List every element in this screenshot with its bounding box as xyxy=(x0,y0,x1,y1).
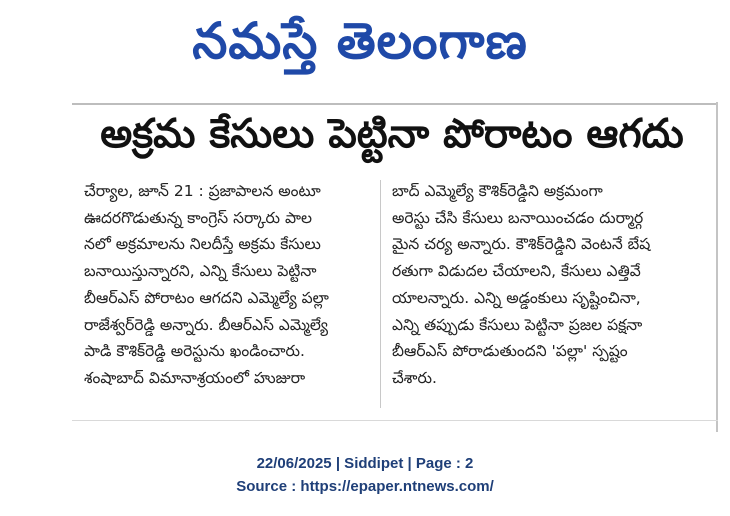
newspaper-masthead xyxy=(150,8,570,74)
source-link[interactable]: Source : https://epaper.ntnews.com/ xyxy=(236,478,494,495)
article-line: ఊదరగొడుతున్న కాంగ్రెస్ సర్కారు పాల xyxy=(84,208,312,227)
article-column-left xyxy=(84,178,374,392)
article-line: ఎన్ని తప్పుడు కేసులు పెట్టినా ప్రజల పక్షనా xyxy=(392,315,643,334)
article-column-right xyxy=(392,178,704,392)
article-line: బనాయిస్తున్నారని, ఎన్ని కేసులు పెట్టినా xyxy=(84,262,317,281)
article-line: రాజేశ్వర్‌రెడ్డి అన్నారు. బీఆర్ఎస్ ఎమ్మెల్యే xyxy=(84,315,328,334)
clipping-right-border xyxy=(716,102,718,432)
clipping-bottom-border xyxy=(72,420,718,421)
article-line: శంషాబాద్ విమానాశ్రయంలో హుజురా xyxy=(84,368,306,387)
article-line: మైన చర్య అన్నారు. కౌశిక్‌రెడ్డిని వెంటనే బేష xyxy=(392,235,651,254)
article-line: చేశారు. xyxy=(392,368,437,387)
article-line: నలో అక్రమాలను నిలదీస్తే అక్రమ కేసులు xyxy=(84,235,321,254)
masthead-title: నమస్తే తెలంగాణ xyxy=(192,12,528,70)
article-line: రతుగా విడుదల చేయాలని, కేసులు ఎత్తివే xyxy=(392,262,641,281)
article-line: బీఆర్ఎస్ పోరాడుతుందని 'పల్లా' స్పష్టం xyxy=(392,342,628,361)
article-line: పాడి కౌశిక్‌రెడ్డి అరెస్టును ఖండించారు. xyxy=(84,342,305,361)
article-line: అరెస్టు చేసి కేసులు బనాయించడం దుర్మార్గ xyxy=(392,208,644,227)
column-divider xyxy=(380,180,381,408)
article-line: చేర్యాల, జూన్ 21 : ప్రజాపాలన అంటూ xyxy=(84,182,321,200)
headline-text: అక్రమ కేసులు పెట్టినా పోరాటం ఆగదు xyxy=(100,111,684,157)
article-line: బీఆర్ఎస్ పోరాటం ఆగదని ఎమ్మెల్యే పల్లా xyxy=(84,288,329,307)
article-line: బాద్ ఎమ్మెల్యే కౌశిక్‌రెడ్డిని అక్రమంగా xyxy=(392,182,603,200)
article-line: యాలన్నారు. ఎన్ని అడ్డంకులు సృష్టించినా, xyxy=(392,288,641,307)
article-headline xyxy=(72,104,712,164)
edition-info: 22/06/2025 | Siddipet | Page : 2 xyxy=(256,455,474,472)
